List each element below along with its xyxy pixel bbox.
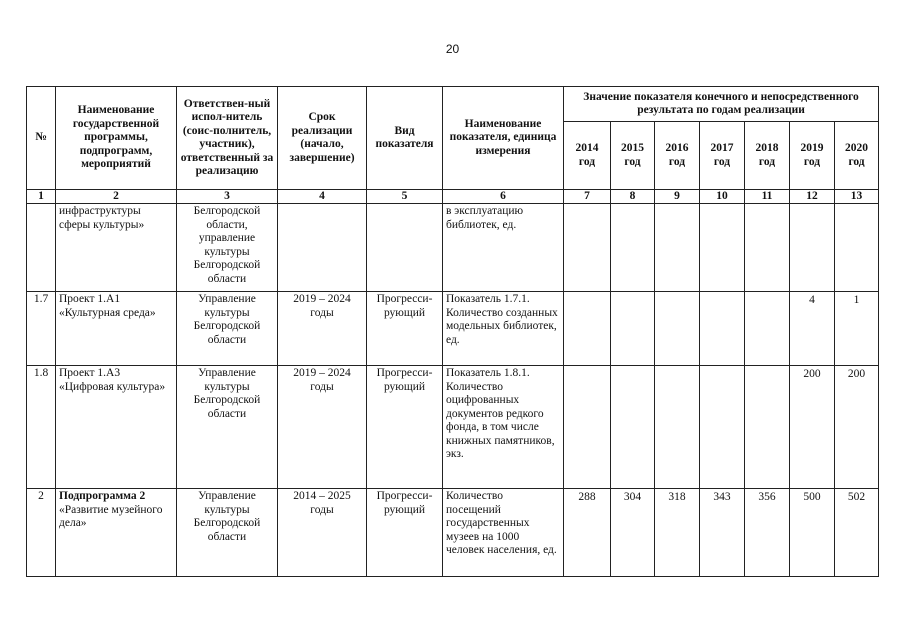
program-cell [56,489,177,577]
value-cell [611,204,655,292]
value-cell [745,292,790,366]
kind-cell [367,204,443,292]
term-cell: 2019 – 2024 годы [278,292,367,366]
value-cell: 356 [745,489,790,577]
column-number: 5 [367,190,443,204]
header-year: 2017 год [700,122,745,190]
column-number: 4 [278,190,367,204]
row-number: 1.8 [27,366,56,489]
value-cell: 304 [611,489,655,577]
header-year: 2016 год [655,122,700,190]
value-cell [835,204,879,292]
indicator-cell: Показатель 1.8.1. Количество оцифрованных документов редкого фонда, в том числе книжных памятников, экз. [443,366,564,489]
value-cell [655,366,700,489]
indicator-cell: Количество посещений государственных музеев на 1000 человек населения, ед. [443,489,564,577]
value-cell: 200 [835,366,879,489]
value-cell [745,366,790,489]
program-name: «Развитие музейного дела» [59,503,163,529]
header-indicator-kind: Вид показателя [367,87,443,190]
header-term: Срок реализации (начало, завершение) [278,87,367,190]
column-number: 12 [790,190,835,204]
row-number [27,204,56,292]
value-cell [745,204,790,292]
row-number: 2 [27,489,56,577]
column-number: 8 [611,190,655,204]
header-indicator-name: Наименование показателя, единица измерения [443,87,564,190]
value-cell [611,292,655,366]
column-number: 7 [564,190,611,204]
executor-cell: Управление культуры Белгородской области [177,366,278,489]
value-cell: 288 [564,489,611,577]
column-number: 10 [700,190,745,204]
program-cell [56,292,177,366]
value-cell [790,204,835,292]
value-cell [655,204,700,292]
header-year: 2018 год [745,122,790,190]
program-cell [56,204,177,292]
header-program: Наименование государственной программы, подпрограмм, мероприятий [56,87,177,190]
value-cell [700,292,745,366]
kind-cell: Прогресси-рующий [367,366,443,489]
indicator-cell: Показатель 1.7.1. Количество созданных модельных библиотек, ед. [443,292,564,366]
term-cell: 2019 – 2024 годы [278,366,367,489]
value-cell [564,366,611,489]
term-cell: 2014 – 2025 годы [278,489,367,577]
table-row [27,489,879,577]
program-cell [56,366,177,489]
header-executor: Ответствен-ный испол-нитель (соис-полнитель, участник), ответственный за реализацию [177,87,278,190]
value-cell [700,204,745,292]
value-cell: 200 [790,366,835,489]
header-year: 2019 год [790,122,835,190]
column-number: 6 [443,190,564,204]
table-row [27,204,879,292]
term-cell [278,204,367,292]
table-row [27,292,879,366]
kind-cell: Прогресси-рующий [367,489,443,577]
column-number: 11 [745,190,790,204]
value-cell [655,292,700,366]
value-cell: 318 [655,489,700,577]
value-cell: 1 [835,292,879,366]
value-cell: 343 [700,489,745,577]
header-year: 2014 год [564,122,611,190]
value-cell: 4 [790,292,835,366]
program-name: Проект 1.А3 «Цифровая культура» [59,367,166,393]
header-year: 2020 год [835,122,879,190]
value-cell [564,204,611,292]
kind-cell: Прогресси-рующий [367,292,443,366]
program-name: Проект 1.А1 «Культурная среда» [59,293,156,319]
value-cell [700,366,745,489]
indicators-table [26,86,879,577]
page-number: 20 [445,42,460,56]
column-number: 13 [835,190,879,204]
row-number: 1.7 [27,292,56,366]
executor-cell: Управление культуры Белгородской области [177,292,278,366]
column-number: 1 [27,190,56,204]
column-number: 9 [655,190,700,204]
value-cell: 502 [835,489,879,577]
indicator-cell: в эксплуатацию библиотек, ед. [443,204,564,292]
header-values-group: Значение показателя конечного и непосредственного результата по годам реализации [564,87,879,122]
header-number: № [27,87,56,190]
program-name: инфраструктуры сферы культуры» [59,205,145,231]
value-cell [611,366,655,489]
column-number: 2 [56,190,177,204]
executor-cell: Управление культуры Белгородской области [177,489,278,577]
column-number: 3 [177,190,278,204]
header-year: 2015 год [611,122,655,190]
program-bold: Подпрограмма 2 [59,490,146,502]
table-row [27,366,879,489]
column-number-row [27,190,879,204]
value-cell [564,292,611,366]
executor-cell: Белгородской области, управление культуры Белгородской области [177,204,278,292]
value-cell: 500 [790,489,835,577]
